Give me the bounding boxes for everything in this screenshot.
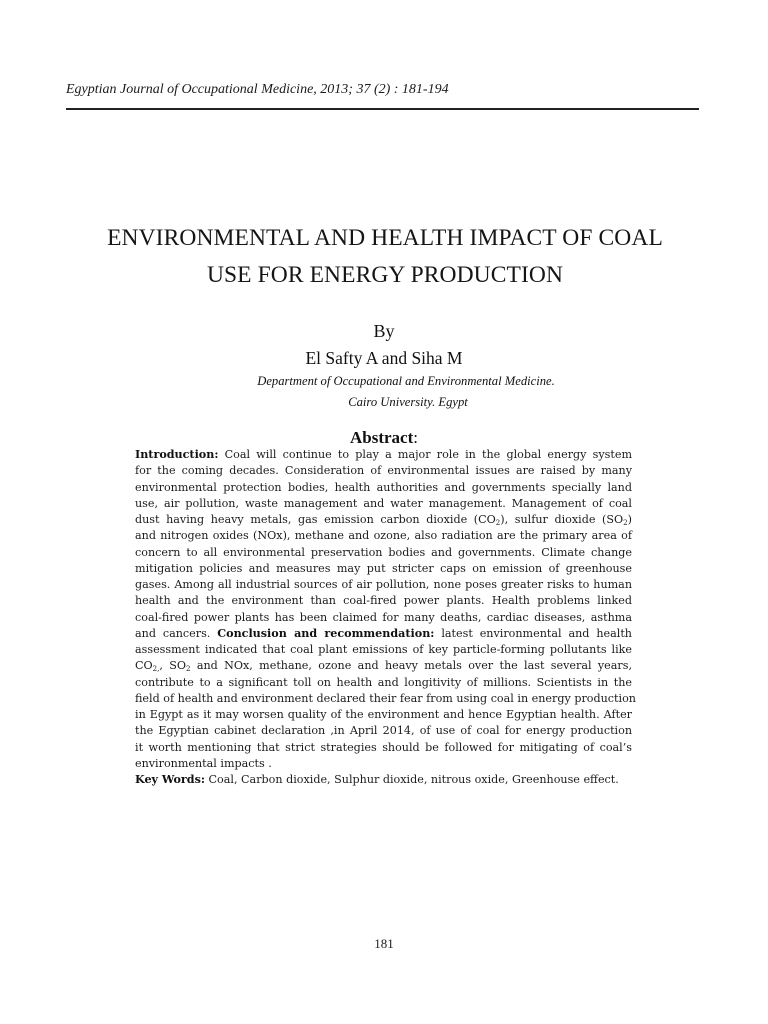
- subscript: 2,: [152, 665, 160, 674]
- abstract-line: environmental impacts .: [135, 756, 272, 770]
- abstract-line: concern to all environmental preservation bodies and governments. Climate change: [135, 545, 632, 559]
- abstract-text: and cancers.: [135, 626, 211, 640]
- subscript: 2: [623, 519, 628, 527]
- abstract-heading: [0, 428, 768, 448]
- abstract-line: [135, 512, 632, 528]
- abstract-text: ): [627, 513, 632, 526]
- abstract-line: in Egypt as it may worsen quality of the environment and hence Egyptian health. After: [135, 708, 632, 721]
- abstract-line: it worth mentioning that strict strategies should be followed for mitigating of coal’s: [135, 740, 632, 754]
- abstract-body: [135, 447, 636, 788]
- title-line-1: ENVIRONMENTAL AND HEALTH IMPACT OF COAL: [107, 225, 663, 251]
- by-label: By: [373, 321, 395, 341]
- abstract-line: environmental protection bodies, health authorities and governments specially land: [135, 480, 632, 494]
- abstract-line: field of health and environment declared their fear from using coal in energy production: [135, 691, 636, 705]
- abstract-text: latest environmental and health: [441, 626, 632, 640]
- abstract-line: [135, 658, 632, 674]
- intro-label: Introduction:: [135, 448, 219, 461]
- subscript: 2: [495, 519, 501, 527]
- abstract-line: [135, 626, 632, 642]
- abstract-heading-colon: :: [413, 428, 418, 447]
- abstract-line: gases. Among all industrial sources of air pollution, none poses greater risks to human: [135, 578, 632, 591]
- abstract-line: health and the environment than coal-fired power plants. Health problems linked: [135, 594, 632, 608]
- abstract-text: Coal will continue to play a major role in the global energy system: [224, 448, 633, 461]
- abstract-text: CO: [135, 659, 153, 673]
- abstract-line: assessment indicated that coal plant emissions of key particle-forming pollutants like: [135, 643, 632, 656]
- paper-title: [60, 220, 710, 294]
- abstract-text: , SO: [159, 659, 187, 673]
- abstract-line: coal-fired power plants has been claimed for many deaths, cardiac diseases, asthma: [135, 610, 632, 624]
- abstract-text: and NOx, methane, ozone and heavy metals over the last several years,: [190, 659, 632, 673]
- subscript: 2: [186, 665, 191, 674]
- abstract-line: and nitrogen oxides (NOx), methane and ozone, also radiation are the primary area of: [135, 529, 632, 543]
- abstract-line: use, air pollution, waste management and water management. Management of coal: [135, 496, 632, 510]
- title-line-2: USE FOR ENERGY PRODUCTION: [206, 262, 564, 288]
- abstract-line: the Egyptian cabinet declaration ,in April 2014, of use of coal for energy production: [135, 724, 632, 738]
- affiliation-line-1: Department of Occupational and Environmental Medicine.: [257, 374, 555, 388]
- keywords-label: Key Words:: [135, 773, 205, 786]
- abstract-heading-text: Abstract: [350, 428, 414, 447]
- affiliation-line-2: Cairo University. Egypt: [348, 395, 468, 409]
- header-rule: [66, 108, 699, 110]
- keywords-line: [135, 772, 632, 788]
- abstract-line: [135, 447, 632, 463]
- conclusion-label: Conclusion and recommendation:: [217, 626, 435, 640]
- page-number: 181: [374, 936, 394, 951]
- keywords-text: Coal, Carbon dioxide, Sulphur dioxide, nitrous oxide, Greenhouse effect.: [208, 773, 619, 786]
- abstract-line: contribute to a significant toll on health and longitivity of millions. Scientists in the: [135, 675, 632, 689]
- abstract-text: ), sulfur dioxide (SO: [500, 513, 624, 526]
- abstract-text: dust having heavy metals, gas emission carbon dioxide (CO: [135, 513, 496, 526]
- journal-citation: Egyptian Journal of Occupational Medicine, 2013; 37 (2) : 181-194: [66, 82, 449, 97]
- authors: El Safty A and Siha M: [305, 348, 463, 368]
- abstract-line: mitigation policies and measures may put stricter caps on emission of greenhouse: [135, 561, 632, 575]
- abstract-line: for the coming decades. Consideration of environmental issues are raised by many: [135, 464, 632, 478]
